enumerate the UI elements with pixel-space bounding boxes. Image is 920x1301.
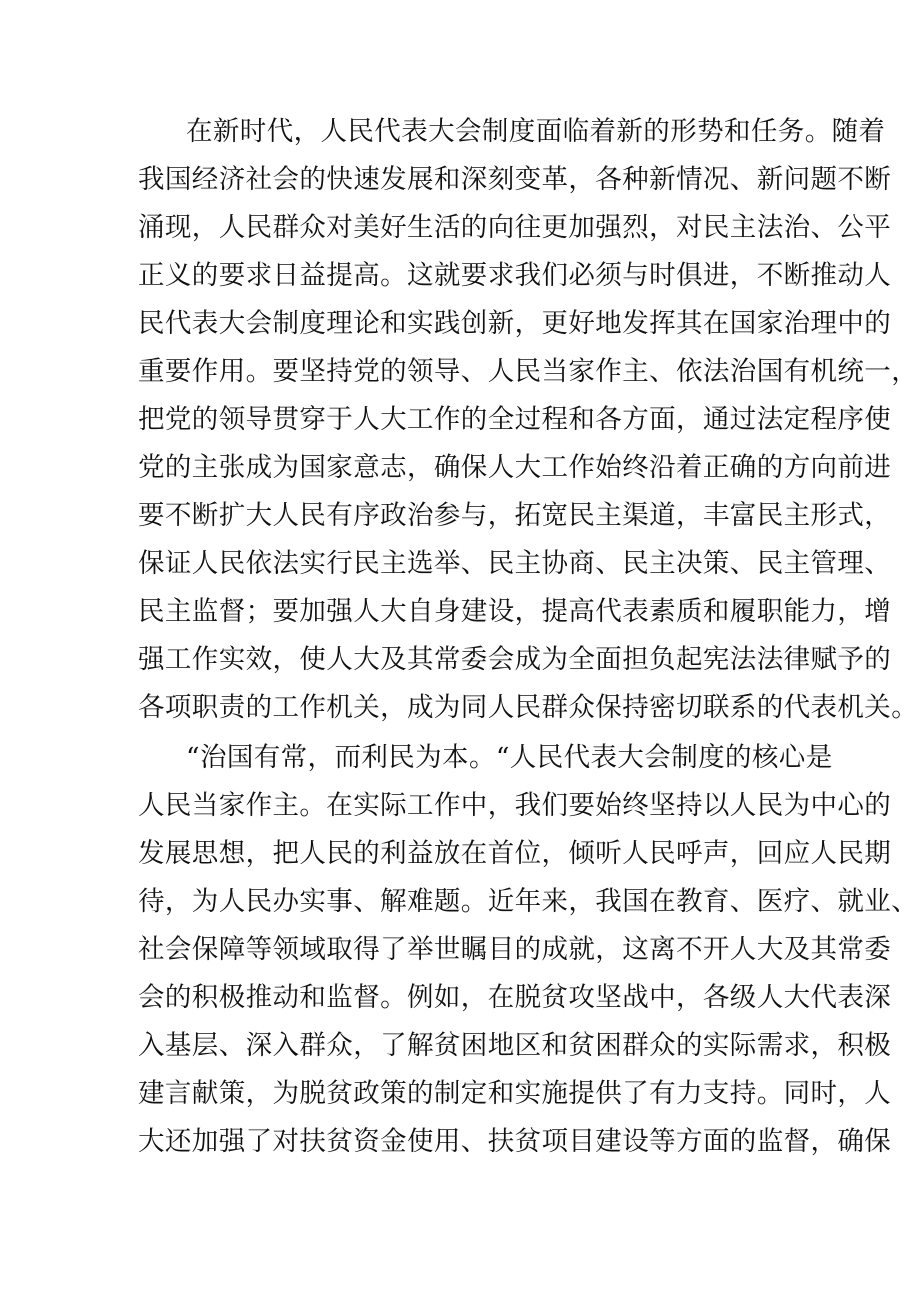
paragraph-2-line: 大还加强了对扶贫资金使用、扶贫项目建设等方面的监督，确保 <box>138 1126 892 1157</box>
paragraph-1-line: 民主监督；要加强人大自身建设，提高代表素质和履职能力，增 <box>138 596 892 627</box>
paragraph-1-line: 各项职责的工作机关，成为同人民群众保持密切联系的代表机关。 <box>138 692 919 723</box>
paragraph-1-line: 民代表大会制度理论和实践创新，更好地发挥其在国家治理中的 <box>138 308 892 339</box>
paragraph-2-line: 待，为人民办实事、解难题。近年来，我国在教育、医疗、就业、 <box>138 886 919 917</box>
paragraph-1-line: 我国经济社会的快速发展和深刻变革，各种新情况、新问题不断 <box>138 164 892 195</box>
paragraph-1-line: 保证人民依法实行民主选举、民主协商、民主决策、民主管理、 <box>138 548 892 579</box>
paragraph-2-line: 人民当家作主。在实际工作中，我们要始终坚持以人民为中心的 <box>138 790 892 821</box>
paragraph-1-line: 党的主张成为国家意志，确保人大工作始终沿着正确的方向前进 <box>138 452 892 483</box>
paragraph-2-line: 发展思想，把人民的利益放在首位，倾听人民呼声，回应人民期 <box>138 838 892 869</box>
paragraph-1-line: 要不断扩大人民有序政治参与，拓宽民主渠道，丰富民主形式， <box>138 500 892 531</box>
paragraph-2-line: 入基层、深入群众，了解贫困地区和贫困群众的实际需求，积极 <box>138 1030 892 1061</box>
paragraph-2-line: 会的积极推动和监督。例如，在脱贫攻坚战中，各级人大代表深 <box>138 982 892 1013</box>
paragraph-1-line: 涌现，人民群众对美好生活的向往更加强烈，对民主法治、公平 <box>138 212 892 243</box>
paragraph-1-line: 强工作实效，使人大及其常委会成为全面担负起宪法法律赋予的 <box>138 644 892 675</box>
paragraph-2-line: “治国有常，而利民为本。“人民代表大会制度的核心是 <box>186 742 833 773</box>
paragraph-1-line: 正义的要求日益提高。这就要求我们必须与时俱进，不断推动人 <box>138 260 892 291</box>
paragraph-1-line: 在新时代，人民代表大会制度面临着新的形势和任务。随着 <box>186 116 886 147</box>
paragraph-2-line: 建言献策，为脱贫政策的制定和实施提供了有力支持。同时，人 <box>138 1078 892 1109</box>
paragraph-2-line: 社会保障等领域取得了举世瞩目的成就，这离不开人大及其常委 <box>138 934 892 965</box>
paragraph-1-line: 把党的领导贯穿于人大工作的全过程和各方面，通过法定程序使 <box>138 404 892 435</box>
paragraph-1-line: 重要作用。要坚持党的领导、人民当家作主、依法治国有机统一， <box>138 356 919 387</box>
